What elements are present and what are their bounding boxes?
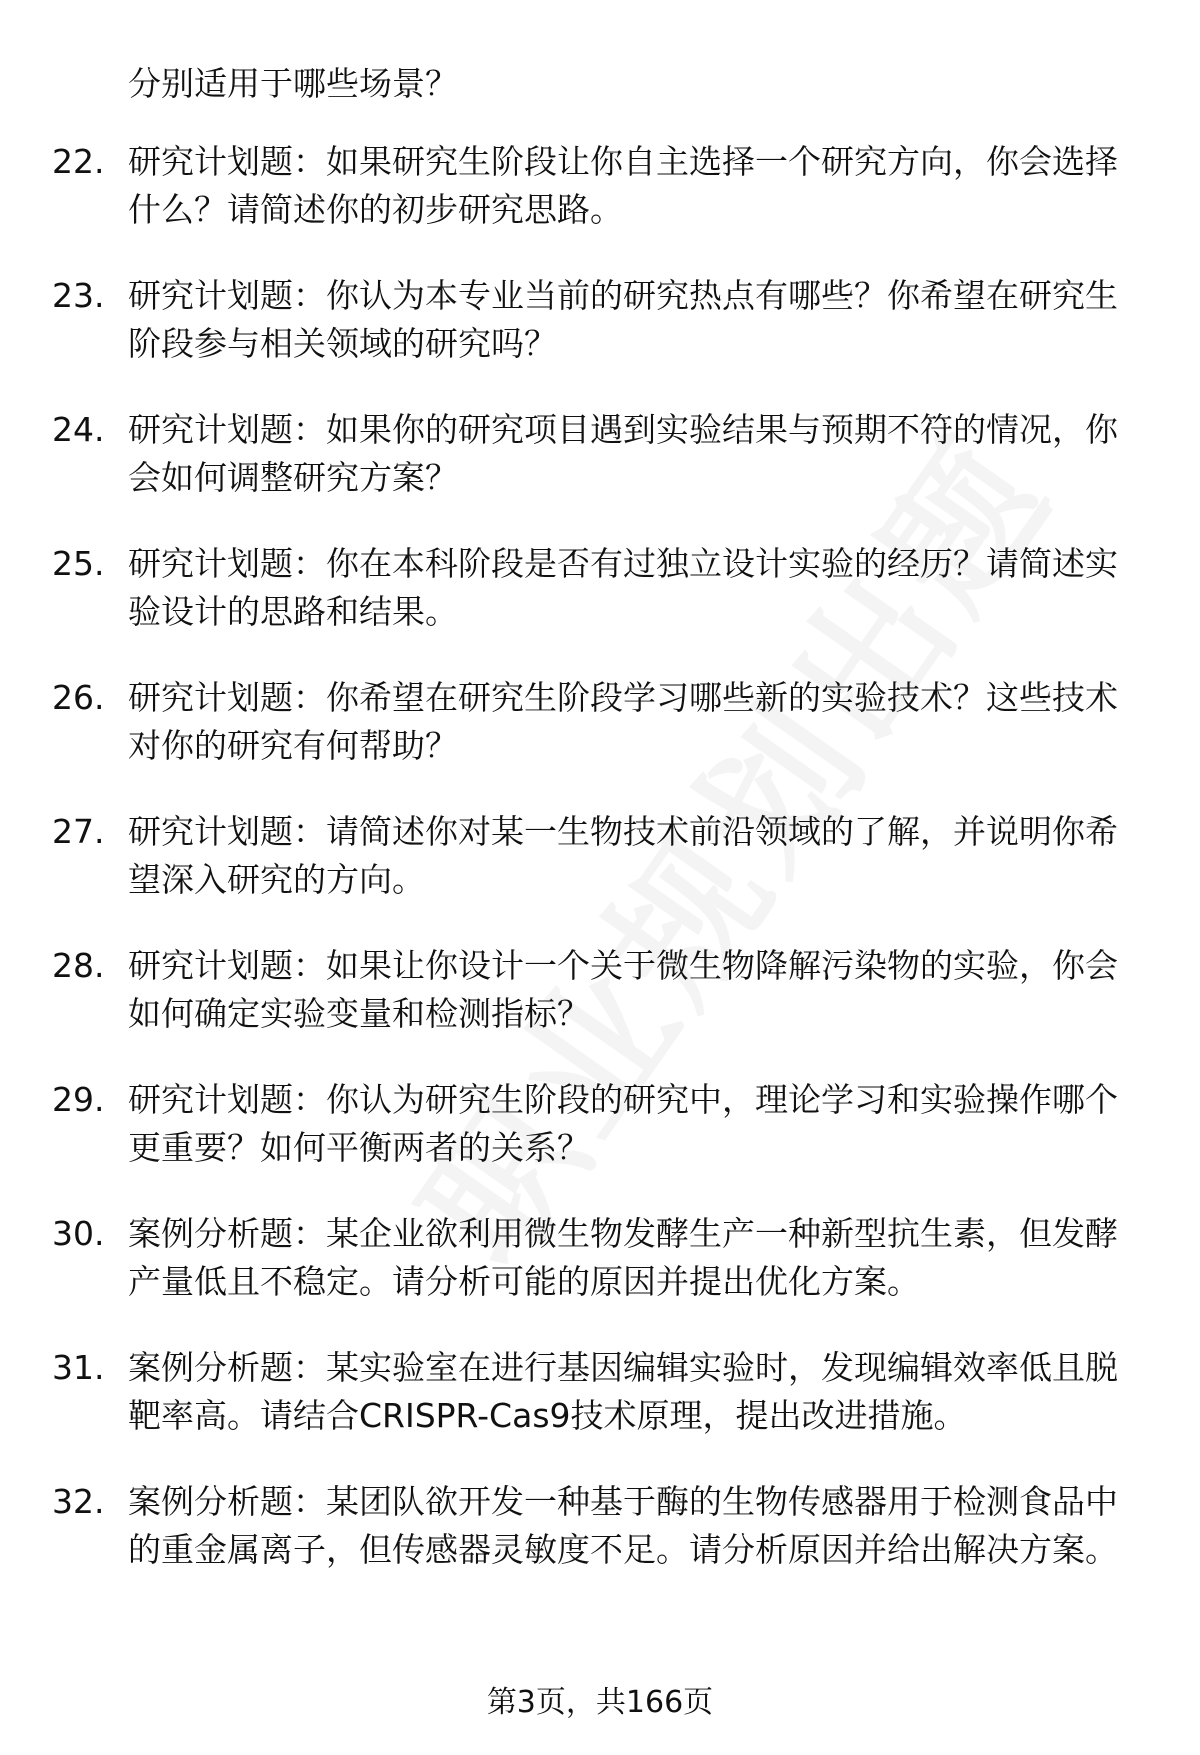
question-text: 研究计划题：如果让你设计一个关于微生物降解污染物的实验，你会如何确定实验变量和检测指标？ [128, 946, 1118, 1033]
question-item [0, 1076, 1200, 1172]
question-item [0, 942, 1200, 1038]
question-item [0, 1478, 1200, 1574]
question-number: 25. [52, 544, 105, 583]
question-text: 研究计划题：如果研究生阶段让你自主选择一个研究方向，你会选择什么？请简述你的初步研究思路。 [128, 142, 1118, 229]
question-item [0, 540, 1200, 636]
question-item [0, 1344, 1200, 1440]
question-item [0, 674, 1200, 770]
question-text: 研究计划题：如果你的研究项目遇到实验结果与预期不符的情况，你会如何调整研究方案？ [128, 410, 1118, 497]
question-text: 研究计划题：你在本科阶段是否有过独立设计实验的经历？请简述实验设计的思路和结果。 [128, 544, 1118, 631]
question-item [0, 406, 1200, 502]
page-number-footer: 第3页，共166页 [486, 1685, 714, 1720]
question-item [0, 1210, 1200, 1306]
continued-question-text: 分别适用于哪些场景？ [128, 64, 458, 103]
question-text: 案例分析题：某实验室在进行基因编辑实验时，发现编辑效率低且脱靶率高。请结合CRISPR-Cas9技术原理，提出改进措施。 [128, 1348, 1118, 1435]
question-text: 研究计划题：请简述你对某一生物技术前沿领域的了解，并说明你希望深入研究的方向。 [128, 812, 1118, 899]
question-number: 23. [52, 276, 105, 315]
question-item [0, 138, 1200, 234]
question-number: 22. [52, 142, 105, 181]
question-number: 29. [52, 1080, 105, 1119]
question-number: 28. [52, 946, 105, 985]
question-text: 研究计划题：你希望在研究生阶段学习哪些新的实验技术？这些技术对你的研究有何帮助？ [128, 678, 1118, 765]
question-number: 32. [52, 1482, 105, 1521]
question-text: 案例分析题：某企业欲利用微生物发酵生产一种新型抗生素，但发酵产量低且不稳定。请分析可能的原因并提出优化方案。 [128, 1214, 1118, 1301]
question-text: 案例分析题：某团队欲开发一种基于酶的生物传感器用于检测食品中的重金属离子，但传感器灵敏度不足。请分析原因并给出解决方案。 [128, 1482, 1118, 1569]
question-number: 27. [52, 812, 105, 851]
question-text: 研究计划题：你认为本专业当前的研究热点有哪些？你希望在研究生阶段参与相关领域的研究吗？ [128, 276, 1118, 363]
question-number: 26. [52, 678, 105, 717]
question-number: 31. [52, 1348, 105, 1387]
question-item [0, 272, 1200, 368]
question-text: 研究计划题：你认为研究生阶段的研究中，理论学习和实验操作哪个更重要？如何平衡两者的关系？ [128, 1080, 1118, 1167]
question-list [0, 138, 1200, 1612]
question-number: 24. [52, 410, 105, 449]
question-item [0, 808, 1200, 904]
question-number: 30. [52, 1214, 105, 1253]
